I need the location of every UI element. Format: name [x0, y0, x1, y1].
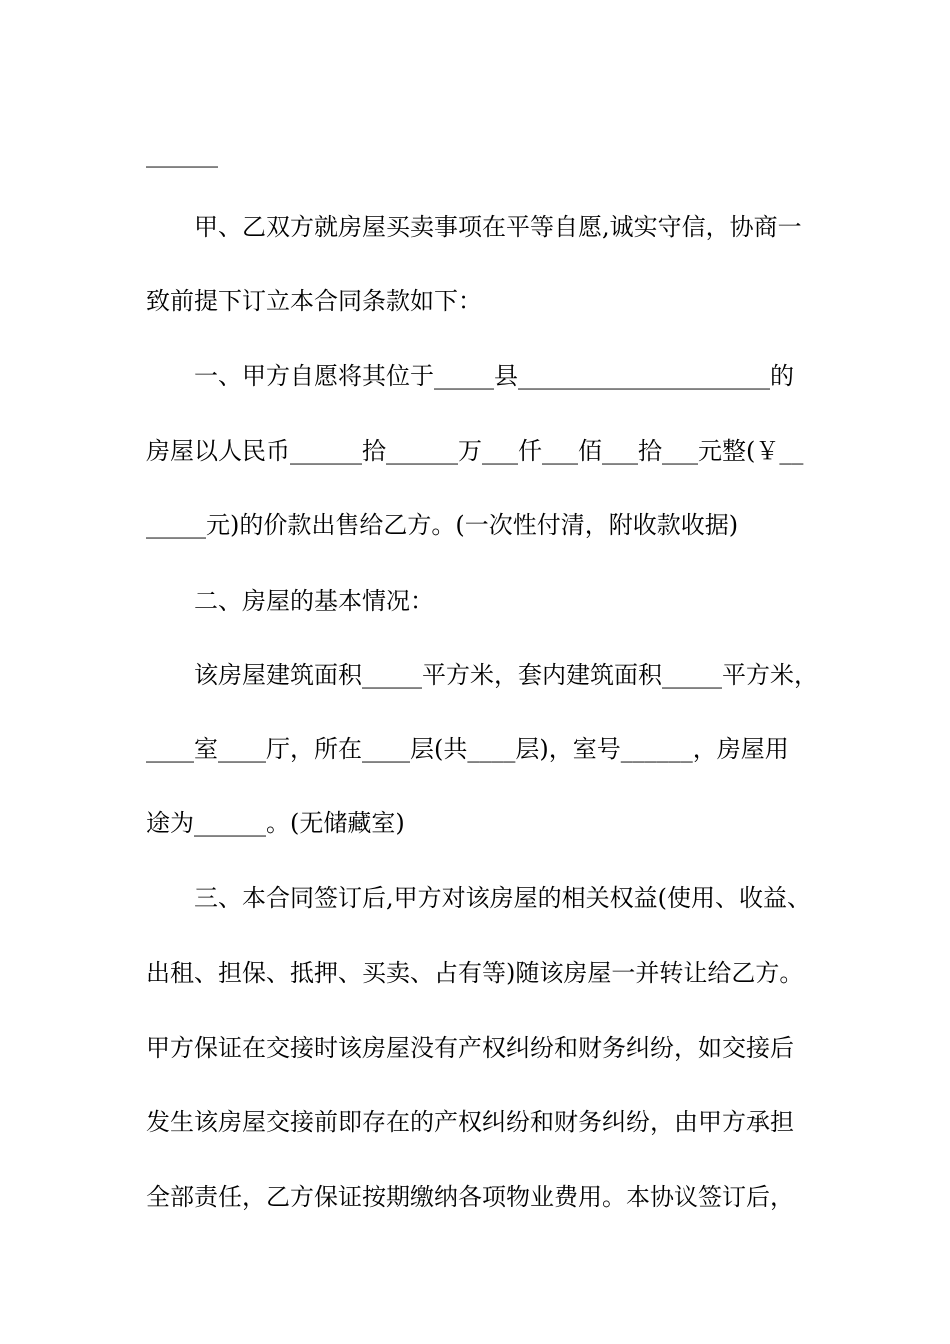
clause-one-heading: 一、甲方自愿将其位于_____县_____________________的 — [194, 362, 794, 390]
paragraph-line: 致前提下订立本合同条款如下： — [146, 287, 482, 315]
paragraph-line: 全部责任，乙方保证按期缴纳各项物业费用。本协议签订后， — [146, 1183, 794, 1211]
paragraph-line: ____室____厅，所在____层(共____层)，室号______，房屋用 — [146, 735, 789, 763]
paragraph-line: 发生该房屋交接前即存在的产权纠纷和财务纠纷，由甲方承担 — [146, 1108, 794, 1136]
clause-two-heading: 二、房屋的基本情况： — [194, 587, 434, 615]
clause-three-heading: 三、本合同签订后,甲方对该房屋的相关权益(使用、收益、 — [194, 884, 811, 912]
paragraph-line: 出租、担保、抵押、买卖、占有等)随该房屋一并转让给乙方。 — [146, 959, 804, 987]
paragraph-line: _____元)的价款出售给乙方。(一次性付清，附收款收据) — [146, 511, 739, 539]
blank-underline: ______ — [146, 140, 218, 168]
paragraph-line: 房屋以人民币______拾______万___仟___佰___拾___元整(￥__ — [146, 437, 804, 465]
paragraph-line: 途为______。(无储藏室) — [146, 809, 405, 837]
paragraph-line: 该房屋建筑面积_____平方米，套内建筑面积_____平方米， — [194, 661, 818, 689]
paragraph-line: 甲、乙双方就房屋买卖事项在平等自愿,诚实守信，协商一 — [194, 213, 802, 241]
paragraph-line: 甲方保证在交接时该房屋没有产权纠纷和财务纠纷，如交接后 — [146, 1034, 794, 1062]
